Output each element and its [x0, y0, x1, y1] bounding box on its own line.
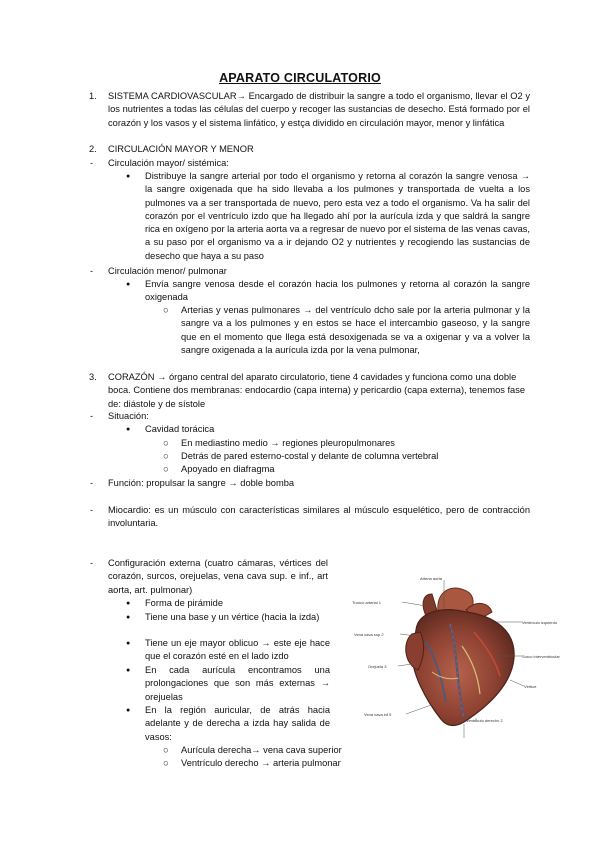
config-item: Tiene una base y un vértice (hacia la izda): [145, 612, 320, 622]
text-configuracion-externa: Configuración externa (cuatro cámaras, vértices del corazón, surcos, orejuelas, vena cava sup. e inf., art aorta, art. pulmonar): [108, 558, 328, 595]
section-heading-circulacion: CIRCULACIÓN MAYOR Y MENOR: [108, 144, 254, 154]
text-arterias-venas-pulmonares: Arterias y venas pulmonares → del ventrículo dcho sale por la arteria pulmonar y la sangre va a los pulmones y en estos se hace el intercambio gaseoso, y la sangre que en el momento que llega está desoxigenada se va a oxigenar y va a volver la sangre oxigenada a la aurícula izda por la vena pulmonar,: [181, 305, 530, 355]
text-miocardio: Miocardio: es un músculo con características similares al músculo esquelético, pero de contracción involuntaria.: [108, 505, 530, 529]
fig-label: Surco interventricular: [522, 654, 560, 659]
bullet-dot: ●: [126, 281, 131, 288]
bullet-circle: ○: [163, 438, 169, 448]
bullet-dot: ●: [126, 667, 131, 674]
fig-label: Orejuela 3: [368, 664, 387, 669]
text-funcion: Función: propulsar la sangre → doble bomba: [108, 478, 295, 488]
config-item: En cada aurícula encontramos una prolongaciones que son más externas → orejuelas: [145, 665, 330, 702]
bullet-circle: ○: [163, 758, 169, 768]
dash-bullet: -: [90, 411, 94, 421]
bullet-dot: ●: [126, 600, 131, 607]
list-number-1: 1.: [89, 91, 97, 101]
list-number-3: 3.: [89, 372, 97, 382]
text-cavidad-toracica: Cavidad torácica: [145, 424, 215, 434]
text-circulacion-menor: Envía sangre venosa desde el corazón hacia los pulmones y retorna al corazón la sangre oxigenada: [145, 279, 530, 303]
document-title: APARATO CIRCULATORIO: [219, 71, 381, 85]
bullet-dot: ●: [126, 426, 131, 433]
config-item: Tiene un eje mayor oblicuo → este eje hace que el corazón esté en el lado izdo: [145, 638, 330, 662]
bullet-dot: ●: [126, 614, 131, 621]
text-circulacion-mayor: Distribuye la sangre arterial por todo el organismo y retorna al corazón la sangre venosa → la sangre oxigenada que ha sido llevaba a los pulmones y transportada de vuelta a los pulmones va a ser transportada de nuevo, pero esta vez a todo el organismo. Va ha salir del corazón por el ventrículo izdo que ha llegado ahí por la aurícula izda y que saldrá la sangre rica en oxígeno por la arteria aorta va a regresar de nuevo por el sistema de las venas cavas, a su paso por el organismo va a ir dejando O2 y nutrientes y recogiendo las sustancias de desecho que haya a su paso: [145, 171, 530, 261]
dash-bullet: -: [90, 558, 94, 568]
section-corazon: CORAZÓN → órgano central del aparato circulatorio, tiene 4 cavidades y funciona como una doble boca. Contiene dos membranas: endocardio (capa interna) y pericardio (capa externa), tenemos fase de: diástole y de sístole: [108, 372, 526, 409]
fig-label: Vena cava sup 2: [354, 632, 384, 637]
fig-label: Ventrículo derecho 2: [466, 718, 503, 723]
dash-bullet: -: [90, 158, 94, 168]
config-item: En la región auricular, de atrás hacia adelante y de derecha a izda hay salida de vasos:: [145, 705, 330, 742]
section-cardiovascular: SISTEMA CARDIOVASCULAR→ Encargado de distribuir la sangre a todo el organismo, llevar el O2 y los nutrientes a todas las células del cuerpo y recoger las sustancias de desecho. Está formado por el corazón y los vasos y el sistema linfático, y estça dividido en circulación mayor, menor y linfática: [108, 91, 530, 128]
dash-bullet: -: [90, 505, 94, 515]
bullet-dot: ●: [126, 173, 131, 180]
vaso-item: Aurícula derecha→ vena cava superior: [181, 745, 342, 755]
situacion-item: En mediastino medio → regiones pleuropulmonares: [181, 438, 395, 448]
fig-label: Tronco arterial 1: [352, 600, 381, 605]
bullet-circle: ○: [163, 464, 169, 474]
dash-bullet: -: [90, 266, 94, 276]
fig-label: Arteria aorta: [420, 576, 443, 581]
fig-label: Vena cava inf 5: [364, 712, 392, 717]
bullet-dot: ●: [126, 640, 131, 647]
situacion-item: Apoyado en diafragma: [181, 464, 275, 474]
vaso-item: Ventrículo derecho → arteria pulmonar: [181, 758, 341, 768]
bullet-circle: ○: [163, 451, 169, 461]
label-circulacion-mayor: Circulación mayor/ sistémica:: [108, 158, 229, 168]
list-number-2: 2.: [89, 144, 97, 154]
bullet-circle: ○: [163, 305, 169, 315]
bullet-dot: ●: [126, 707, 131, 714]
label-circulacion-menor: Circulación menor/ pulmonar: [108, 266, 227, 276]
config-item: Forma de pirámide: [145, 598, 224, 608]
fig-label: Ventrículo izquierdo: [522, 620, 558, 625]
heart-illustration: [346, 572, 560, 740]
bullet-circle: ○: [163, 745, 169, 755]
label-situacion: Situación:: [108, 411, 149, 421]
fig-label: Vértice: [524, 684, 537, 689]
dash-bullet: -: [90, 478, 94, 488]
situacion-item: Detrás de pared esterno-costal y delante de columna vertebral: [181, 451, 439, 461]
